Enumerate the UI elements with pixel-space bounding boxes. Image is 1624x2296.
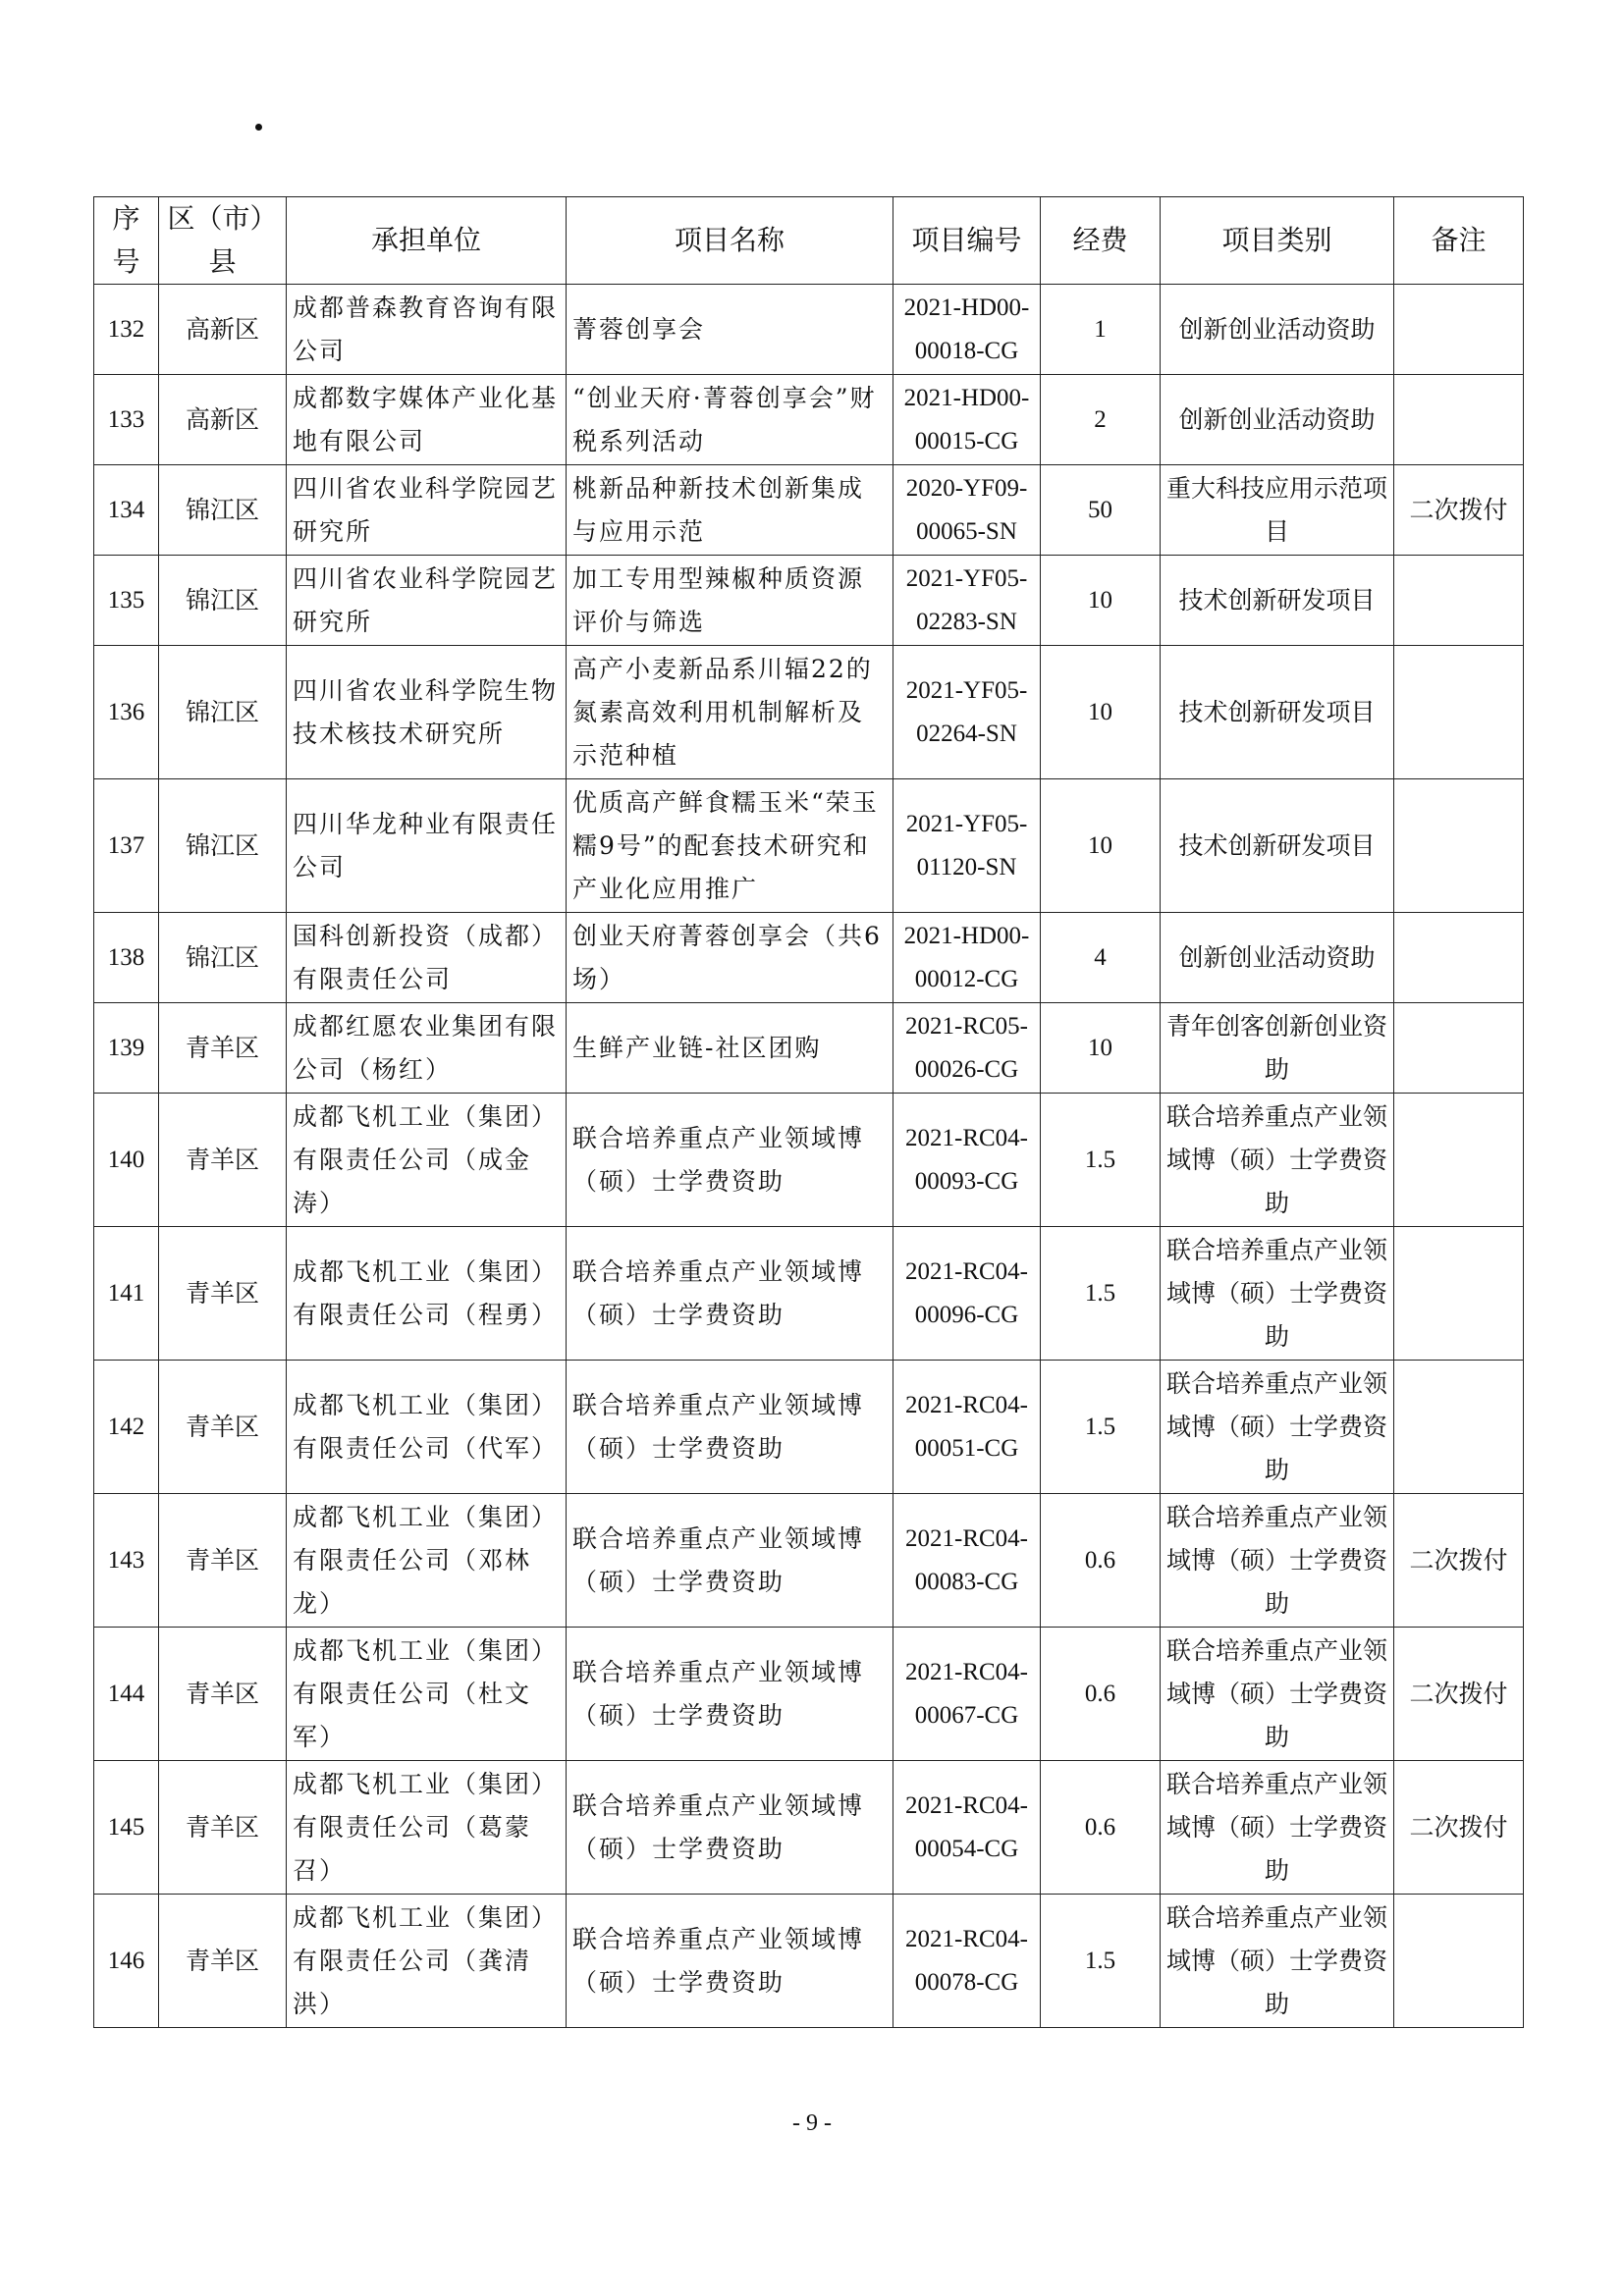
table-row [94,1761,1524,1895]
cell-category: 技术创新研发项目 [1161,779,1394,913]
cell-no: 144 [94,1628,159,1761]
table-row [94,375,1524,465]
cell-fund: 1.5 [1041,1227,1161,1361]
table-row [94,1003,1524,1094]
header-no: 序号 [94,197,159,285]
cell-code: 2021-RC04-00051-CG [893,1361,1041,1494]
cell-unit: 四川省农业科学院园艺研究所 [287,556,567,646]
cell-no: 135 [94,556,159,646]
cell-no: 134 [94,465,159,556]
table-row [94,285,1524,375]
table-row [94,1094,1524,1227]
cell-note [1394,1361,1524,1494]
cell-category: 创新创业活动资助 [1161,375,1394,465]
cell-unit: 四川华龙种业有限责任公司 [287,779,567,913]
cell-code: 2021-RC04-00054-CG [893,1761,1041,1895]
cell-code: 2021-HD00-00012-CG [893,913,1041,1003]
header-fund: 经费 [1041,197,1161,285]
table-row [94,1494,1524,1628]
header-unit: 承担单位 [287,197,567,285]
cell-code: 2021-RC04-00096-CG [893,1227,1041,1361]
cell-district: 青羊区 [159,1761,287,1895]
cell-project: 创业天府菁蓉创享会（共6场） [567,913,893,1003]
cell-note [1394,1003,1524,1094]
header-district: 区（市）县 [159,197,287,285]
cell-fund: 10 [1041,779,1161,913]
cell-unit: 成都普森教育咨询有限公司 [287,285,567,375]
cell-note: 二次拨付 [1394,1628,1524,1761]
cell-project: 菁蓉创享会 [567,285,893,375]
cell-category: 技术创新研发项目 [1161,646,1394,779]
cell-project: 联合培养重点产业领域博（硕）士学费资助 [567,1227,893,1361]
project-table [93,196,1524,2028]
table-row [94,1227,1524,1361]
cell-note [1394,375,1524,465]
cell-note [1394,779,1524,913]
cell-unit: 成都飞机工业（集团）有限责任公司（程勇） [287,1227,567,1361]
cell-unit: 成都飞机工业（集团）有限责任公司（龚清洪） [287,1895,567,2028]
cell-fund: 4 [1041,913,1161,1003]
cell-no: 145 [94,1761,159,1895]
cell-category: 联合培养重点产业领域博（硕）士学费资助 [1161,1227,1394,1361]
cell-code: 2021-YF05-02264-SN [893,646,1041,779]
cell-note [1394,913,1524,1003]
cell-fund: 2 [1041,375,1161,465]
cell-district: 青羊区 [159,1227,287,1361]
table-header-row [94,197,1524,285]
cell-project: 联合培养重点产业领域博（硕）士学费资助 [567,1761,893,1895]
cell-fund: 50 [1041,465,1161,556]
cell-code: 2021-YF05-02283-SN [893,556,1041,646]
cell-district: 高新区 [159,375,287,465]
cell-no: 142 [94,1361,159,1494]
cell-fund: 10 [1041,556,1161,646]
header-note: 备注 [1394,197,1524,285]
cell-note: 二次拨付 [1394,1494,1524,1628]
cell-district: 锦江区 [159,779,287,913]
cell-project: 桃新品种新技术创新集成与应用示范 [567,465,893,556]
bullet-dot [255,124,262,131]
cell-category: 联合培养重点产业领域博（硕）士学费资助 [1161,1494,1394,1628]
cell-district: 锦江区 [159,646,287,779]
cell-district: 青羊区 [159,1094,287,1227]
cell-note: 二次拨付 [1394,465,1524,556]
cell-note [1394,646,1524,779]
cell-category: 联合培养重点产业领域博（硕）士学费资助 [1161,1628,1394,1761]
cell-no: 133 [94,375,159,465]
cell-no: 136 [94,646,159,779]
cell-no: 138 [94,913,159,1003]
cell-unit: 成都红愿农业集团有限公司（杨红） [287,1003,567,1094]
table-row [94,646,1524,779]
header-category: 项目类别 [1161,197,1394,285]
cell-category: 青年创客创新创业资助 [1161,1003,1394,1094]
cell-note [1394,1895,1524,2028]
cell-no: 140 [94,1094,159,1227]
cell-unit: 成都飞机工业（集团）有限责任公司（代军） [287,1361,567,1494]
cell-project: 高产小麦新品系川辐22的氮素高效利用机制解析及示范种植 [567,646,893,779]
cell-code: 2020-YF09-00065-SN [893,465,1041,556]
cell-note [1394,285,1524,375]
cell-note [1394,556,1524,646]
cell-district: 锦江区 [159,465,287,556]
cell-project: 联合培养重点产业领域博（硕）士学费资助 [567,1895,893,2028]
cell-project: “创业天府·菁蓉创享会”财税系列活动 [567,375,893,465]
cell-district: 青羊区 [159,1494,287,1628]
cell-project: 优质高产鲜食糯玉米“荣玉糯9号”的配套技术研究和产业化应用推广 [567,779,893,913]
cell-category: 创新创业活动资助 [1161,913,1394,1003]
table-row [94,556,1524,646]
cell-category: 联合培养重点产业领域博（硕）士学费资助 [1161,1094,1394,1227]
cell-district: 青羊区 [159,1628,287,1761]
cell-category: 技术创新研发项目 [1161,556,1394,646]
cell-unit: 四川省农业科学院生物技术核技术研究所 [287,646,567,779]
cell-code: 2021-HD00-00015-CG [893,375,1041,465]
cell-project: 生鲜产业链-社区团购 [567,1003,893,1094]
cell-fund: 0.6 [1041,1628,1161,1761]
table-row [94,1361,1524,1494]
cell-district: 高新区 [159,285,287,375]
cell-code: 2021-RC04-00083-CG [893,1494,1041,1628]
cell-district: 青羊区 [159,1003,287,1094]
cell-note: 二次拨付 [1394,1761,1524,1895]
cell-district: 青羊区 [159,1361,287,1494]
header-code: 项目编号 [893,197,1041,285]
cell-code: 2021-HD00-00018-CG [893,285,1041,375]
cell-no: 137 [94,779,159,913]
cell-project: 联合培养重点产业领域博（硕）士学费资助 [567,1628,893,1761]
page-number: - 9 - [792,2110,832,2136]
cell-project: 联合培养重点产业领域博（硕）士学费资助 [567,1361,893,1494]
cell-fund: 10 [1041,646,1161,779]
cell-project: 联合培养重点产业领域博（硕）士学费资助 [567,1494,893,1628]
cell-category: 联合培养重点产业领域博（硕）士学费资助 [1161,1761,1394,1895]
cell-no: 143 [94,1494,159,1628]
cell-district: 锦江区 [159,556,287,646]
cell-code: 2021-RC04-00078-CG [893,1895,1041,2028]
cell-fund: 10 [1041,1003,1161,1094]
cell-category: 联合培养重点产业领域博（硕）士学费资助 [1161,1361,1394,1494]
cell-unit: 成都数字媒体产业化基地有限公司 [287,375,567,465]
cell-note [1394,1227,1524,1361]
cell-unit: 成都飞机工业（集团）有限责任公司（杜文军） [287,1628,567,1761]
cell-category: 重大科技应用示范项目 [1161,465,1394,556]
cell-fund: 1.5 [1041,1361,1161,1494]
cell-no: 146 [94,1895,159,2028]
table-row [94,465,1524,556]
cell-no: 141 [94,1227,159,1361]
cell-unit: 成都飞机工业（集团）有限责任公司（葛蒙召） [287,1761,567,1895]
cell-code: 2021-RC04-00093-CG [893,1094,1041,1227]
cell-category: 创新创业活动资助 [1161,285,1394,375]
header-project: 项目名称 [567,197,893,285]
table-row [94,779,1524,913]
cell-project: 联合培养重点产业领域博（硕）士学费资助 [567,1094,893,1227]
cell-district: 青羊区 [159,1895,287,2028]
cell-fund: 1 [1041,285,1161,375]
cell-unit: 国科创新投资（成都）有限责任公司 [287,913,567,1003]
cell-fund: 1.5 [1041,1895,1161,2028]
cell-code: 2021-RC04-00067-CG [893,1628,1041,1761]
cell-note [1394,1094,1524,1227]
cell-unit: 四川省农业科学院园艺研究所 [287,465,567,556]
cell-code: 2021-YF05-01120-SN [893,779,1041,913]
cell-unit: 成都飞机工业（集团）有限责任公司（成金涛） [287,1094,567,1227]
table-row [94,913,1524,1003]
cell-no: 132 [94,285,159,375]
cell-category: 联合培养重点产业领域博（硕）士学费资助 [1161,1895,1394,2028]
cell-no: 139 [94,1003,159,1094]
cell-fund: 0.6 [1041,1494,1161,1628]
cell-district: 锦江区 [159,913,287,1003]
cell-fund: 1.5 [1041,1094,1161,1227]
cell-unit: 成都飞机工业（集团）有限责任公司（邓林龙） [287,1494,567,1628]
table-row [94,1895,1524,2028]
cell-fund: 0.6 [1041,1761,1161,1895]
cell-project: 加工专用型辣椒种质资源评价与筛选 [567,556,893,646]
table-row [94,1628,1524,1761]
cell-code: 2021-RC05-00026-CG [893,1003,1041,1094]
